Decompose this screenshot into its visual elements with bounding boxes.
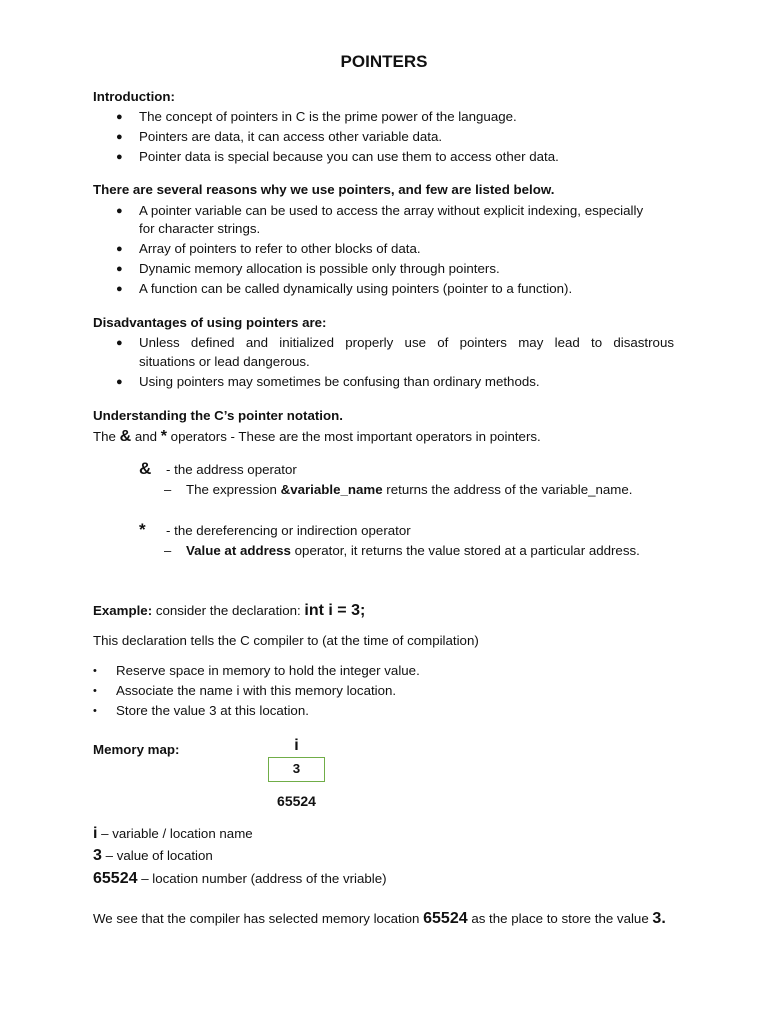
bullet-icon: ● (116, 337, 123, 349)
example-label: Example: (93, 603, 153, 618)
intro-item: Pointers are data, it can access other variable data. (139, 129, 443, 144)
memory-cell-box: 3 (268, 757, 325, 782)
memory-var-name: i (294, 737, 299, 754)
asterisk-symbol: * (160, 428, 167, 445)
legend-row (93, 825, 253, 843)
disadvantage-item-continued: situations or lead dangerous. (139, 354, 310, 369)
bullet-icon: ● (116, 263, 123, 275)
dash-icon: – (164, 482, 172, 497)
bullet-icon: ● (116, 111, 123, 123)
conclusion-value: 3. (652, 910, 666, 927)
detail-text: operator, it returns the value stored at a particular address. (290, 543, 640, 558)
legend-row (93, 870, 387, 888)
dereference-operator-detail (186, 542, 640, 560)
disadvantage-item: Unless defined and initialized properly use of pointers may lead to disastrous (139, 335, 674, 350)
conclusion-line (93, 910, 666, 928)
bullet-icon: • (93, 685, 97, 697)
legend-key: 3 (93, 847, 102, 864)
bullet-icon: • (93, 705, 97, 717)
dash-icon: – (164, 543, 172, 558)
example-item: Reserve space in memory to hold the integer value. (116, 663, 420, 678)
bullet-icon: ● (116, 243, 123, 255)
address-operator-desc: - the address operator (166, 462, 297, 477)
bullet-icon: ● (116, 376, 123, 388)
example-code: int i = 3; (304, 602, 366, 619)
notation-text: operators - These are the most important operators in pointers. (166, 429, 541, 444)
legend-row (93, 847, 213, 865)
detail-bold: Value at address (186, 543, 291, 558)
reason-item: Dynamic memory allocation is possible only through pointers. (139, 261, 500, 276)
ampersand-symbol: & (119, 428, 132, 445)
legend-desc: – location number (address of the vriable) (137, 871, 387, 886)
bullet-icon: ● (116, 151, 123, 163)
intro-item: Pointer data is special because you can use them to access other data. (139, 149, 559, 164)
dereference-operator-desc: - the dereferencing or indirection operator (166, 523, 411, 538)
reason-item: A pointer variable can be used to access the array without explicit indexing, especially (139, 203, 644, 218)
bullet-icon: • (93, 665, 97, 677)
page-title: POINTERS (340, 52, 428, 71)
example-item: Store the value 3 at this location. (116, 703, 309, 718)
notation-intro-line (93, 428, 541, 446)
memory-map-label: Memory map: (93, 742, 180, 757)
example-text: consider the declaration: (152, 603, 305, 618)
disadvantage-item: Using pointers may sometimes be confusing than ordinary methods. (139, 374, 540, 389)
detail-text: returns the address of the variable_name. (382, 482, 633, 497)
legend-key: i (93, 825, 98, 842)
reason-item-continued: for character strings. (139, 221, 261, 236)
address-operator-detail (186, 481, 632, 499)
conclusion-text: as the place to store the value (467, 911, 653, 926)
dereference-operator-symbol: * (139, 520, 146, 539)
legend-key: 65524 (93, 870, 138, 887)
notation-text: and (131, 429, 161, 444)
notation-heading: Understanding the C’s pointer notation. (93, 408, 343, 423)
detail-text: The expression (186, 482, 281, 497)
memory-address: 65524 (277, 793, 316, 809)
reason-item: A function can be called dynamically using pointers (pointer to a function). (139, 281, 573, 296)
reasons-heading: There are several reasons why we use pointers, and few are listed below. (93, 182, 555, 197)
example-tells: This declaration tells the C compiler to (at the time of compilation) (93, 633, 479, 648)
notation-text: The (93, 429, 120, 444)
example-line (93, 602, 365, 620)
disadvantages-heading: Disadvantages of using pointers are: (93, 315, 327, 330)
example-item: Associate the name i with this memory location. (116, 683, 397, 698)
conclusion-text: We see that the compiler has selected memory location (93, 911, 424, 926)
bullet-icon: ● (116, 131, 123, 143)
intro-heading: Introduction: (93, 89, 175, 104)
intro-item: The concept of pointers in C is the prime power of the language. (139, 109, 517, 124)
conclusion-address: 65524 (423, 910, 468, 927)
legend-desc: – value of location (101, 848, 213, 863)
bullet-icon: ● (116, 283, 123, 295)
detail-bold: &variable_name (280, 482, 383, 497)
address-operator-symbol: & (139, 459, 152, 478)
reason-item: Array of pointers to refer to other blocks of data. (139, 241, 421, 256)
bullet-icon: ● (116, 205, 123, 217)
legend-desc: – variable / location name (97, 826, 253, 841)
